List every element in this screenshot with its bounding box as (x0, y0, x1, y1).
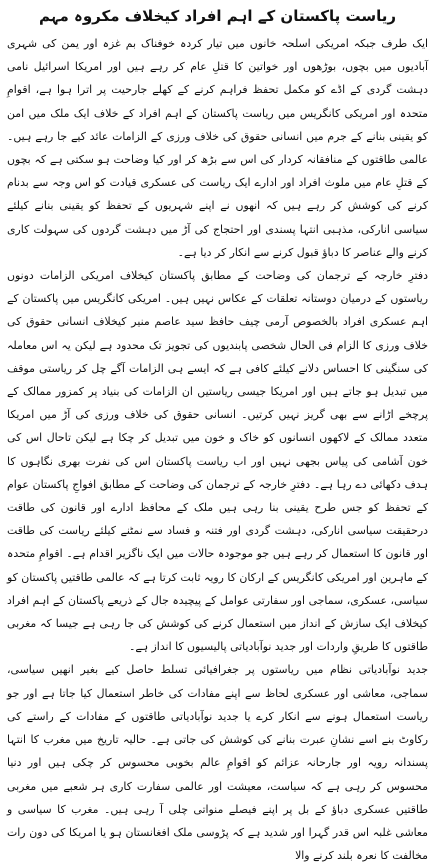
article-body (7, 32, 428, 867)
article-paragraph: جدید نوآبادیاتی نظام میں ریاستوں پر جغرافیائی تسلط حاصل کیے بغیر انھیں سیاسی، سماجی، معاشی اور عسکری لحاظ سے اپنے مفادات کی خاطر استعمال کیا جاتا ہے اور جو ریاست استعمال ہونے سے انکار کرے یا جدید نوآبادیاتی طاقتوں کے مفادات کے راستے کی رکاوٹ بنے اسے نشانِ عبرت بنانے کی کوشش کی جاتی ہے۔ حالیہ تاریخ میں مغرب کا انتہا پسندانہ رویہ اور جارحانہ عزائم کو اقوامِ عالم بخوبی محسوس کر چکی ہیں اور دنیا محسوس کر رہی ہے کہ سیاست، معیشت اور عالمی سفارت کاری ہر شعبے میں مغربی طاقتیں عسکری دباؤ کے بل پر اپنے فیصلے منواتی چلی آ رہی ہیں۔ مغرب کا سیاسی و معاشی غلبہ اس قدر گہرا اور شدید ہے کہ پڑوسی ملک افغانستان ہو یا امریکا کی دون رات مخالفت کا نعرہ بلند کرنے والا (7, 663, 428, 863)
article-paragraph: ایک طرف جبکہ امریکی اسلحہ خانوں میں تیار کردہ خوفناک بم غزہ اور یمن کی شہری آبادیوں میں بچوں، بوڑھوں اور خواتین کا قتلِ عام کر رہے ہیں اور امریکا اسرائیل نامی دہشت گردی کے اڈے کو مکمل تحفظ فراہم کرنے کے کھلے جارحیت پر اترا ہوا ہے، اقوامِ متحدہ اور امریکی کانگریس میں ریاست پاکستان کے اہم افراد کے خلاف ایک ملک میں امن کو یقینی بنانے کے جرم میں انسانی حقوق کی خلاف ورزی کے الزامات عائد کیے جا رہے ہیں۔ عالمی طاقتوں کے منافقانہ کردار کی اس سے بڑھ کر اور کیا وضاحت ہو سکتی ہے کہ بچوں کے قتلِ عام میں ملوث افراد اور ادارے ایک ریاست کی عسکری قیادت کو اس وجہ سے بدنام کرنے کی کوشش کر رہے ہیں کہ انھوں نے اپنے شہریوں کے تحفظ کو یقینی بنانے کیلئے سیاسی انارکی، مذہبی انتہا پسندی اور احتجاج کی آڑ میں دہشت گردوں کی سہولت کاری کرنے والے عناصر کا دباؤ قبول کرنے سے انکار کر دیا ہے۔ (7, 37, 428, 259)
article-headline: ریاست پاکستان کے اہم افراد کیخلاف مکروہ مہم (39, 7, 396, 25)
article-paragraph: دفترِ خارجہ کے ترجمان کی وضاحت کے مطابق پاکستان کیخلاف امریکی الزامات دونوں ریاستوں کے درمیان دوستانہ تعلقات کے عکاس نہیں ہیں۔ امریکی کانگریس میں پاکستان کے اہم عسکری افراد بالخصوص آرمی چیف حافظ سید عاصم منیر کیخلاف انسانی حقوق کی خلاف ورزی کا الزام فی الحال شخصی پابندیوں کی تجویز تک محدود ہے لیکن یہ اس معاملہ کی سنگینی کا احساس دلانے کیلئے کافی ہے کہ ایسے ہی الزامات آگے چل کر ریاستی موقف میں تبدیل ہو جاتے ہیں اور امریکا جیسی ریاستیں ان الزامات کی بنیاد پر کمزور ممالک کے پرچخے اڑانے سے بھی گریز نہیں کرتیں۔ انسانی حقوق کی خلاف ورزی کی آڑ میں امریکا متعدد ممالک کے لاکھوں انسانوں کو خاک و خون میں تبدیل کر چکا ہے لیکن تاحال اس کی خون آشامی کی پیاس بجھی نہیں اور اب ریاست پاکستان اس کی نفرت بھری نگاہوں کا ہدف دکھائی دے رہا ہے۔ دفترِ خارجہ کے ترجمان کی وضاحت کے مطابق افواجِ پاکستان عوام کے تحفظ کو جس طرح یقینی بنا رہی ہیں ملک کے محافظ ادارے اور قانون کی طاقت درحقیقت سیاسی انارکی، دہشت گردی اور فتنہ و فساد سے نمٹنے کیلئے ریاست کی طاقت اور قانون کا استعمال کر رہے ہیں جو موجودہ حالات میں ایک ناگزیر اقدام ہے۔ اقوامِ متحدہ کے ماہرین اور امریکی کانگریس کے ارکان کا رویہ ثابت کرتا ہے کہ عالمی طاقتیں پاکستان کو سیاسی، عسکری، سماجی اور سفارتی عوامل کے پیچیدہ جال کے ذریعے پاکستان کے اہم افراد کیخلاف ایک سازش کے انداز میں استعمال کرنے کی کوشش کی جا رہی ہے جیسا کہ مغربی طاقتوں کا طریقِ واردات اور جدید نوآبادیاتی پالیسیوں کا انداز ہے۔ (7, 269, 428, 654)
